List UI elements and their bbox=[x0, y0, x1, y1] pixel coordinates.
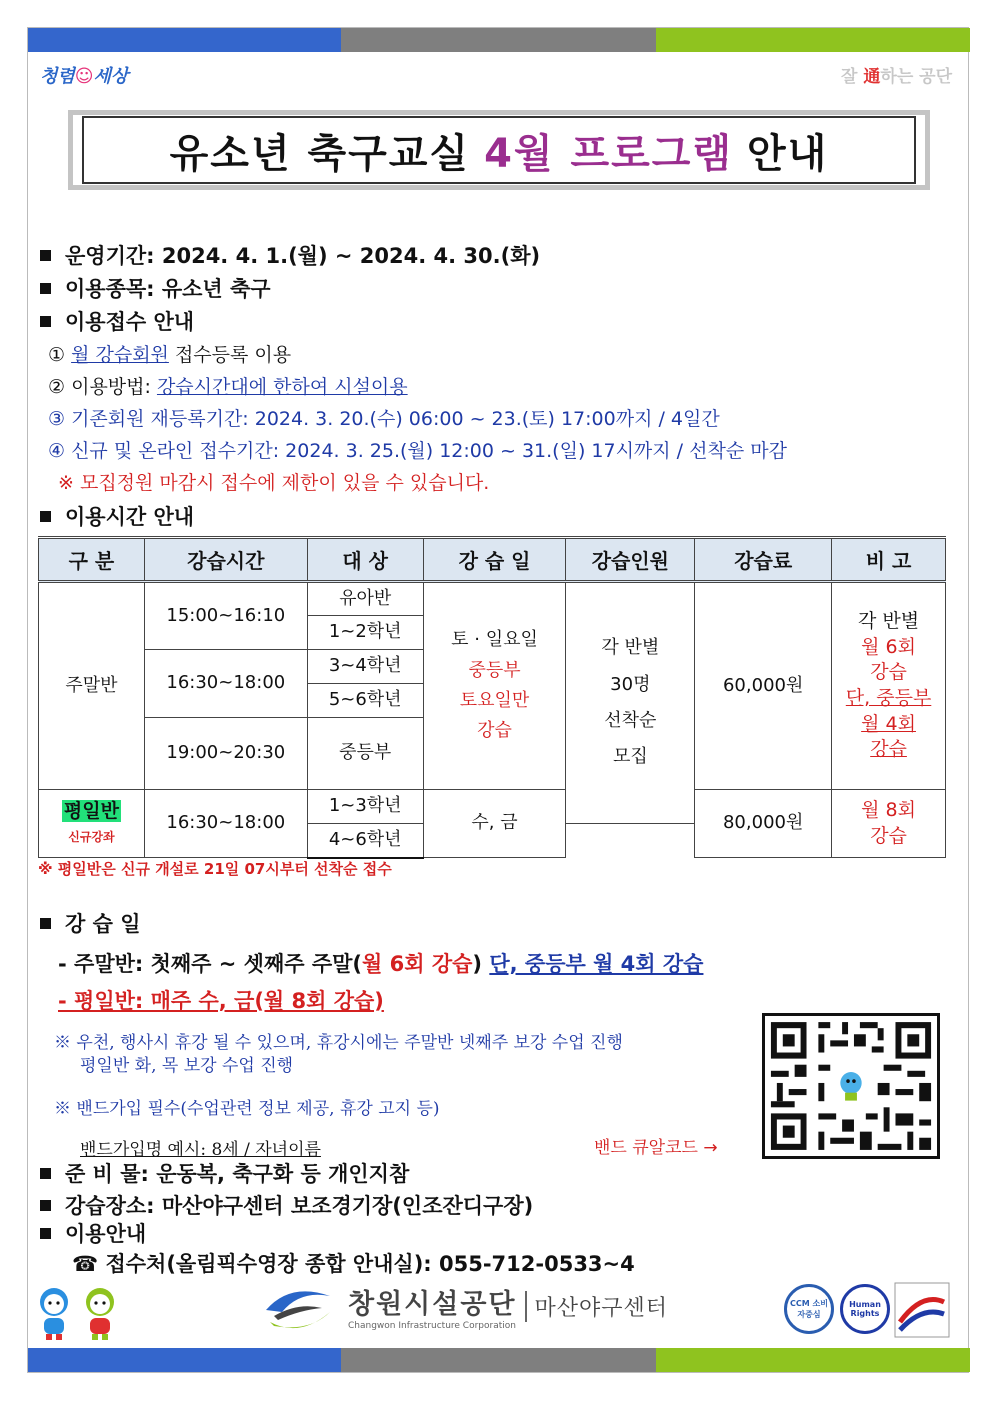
corp-name: 창원시설공단 bbox=[348, 1289, 517, 1320]
reception-title: 이용접수 안내 bbox=[40, 306, 194, 336]
bottom-color-band bbox=[28, 1348, 970, 1372]
grade-cell: 5~6학년 bbox=[307, 684, 423, 718]
guide-line: 이용안내 bbox=[40, 1218, 146, 1248]
integrity-logo: 청렴☺세상 bbox=[40, 66, 129, 87]
capacity-cell: 각 반별 30명 선착순 모집 bbox=[566, 582, 695, 824]
table-row bbox=[39, 582, 946, 616]
mascot-blue-icon bbox=[34, 1284, 74, 1344]
weekend-class-cell: 주말반 bbox=[39, 582, 145, 790]
col-header: 대 상 bbox=[307, 538, 423, 582]
reception-warning: ※ 모집정원 마감시 접수에 제한이 있을 수 있습니다. bbox=[58, 472, 490, 494]
center-name: 마산야구센터 bbox=[525, 1291, 669, 1322]
contact-line: ☎ 접수처(올림픽수영장 종합 안내실): 055-712-0533~4 bbox=[72, 1252, 635, 1276]
table-header-row bbox=[39, 538, 946, 582]
reception-item-4: ④ 신규 및 온라인 접수기간: 2024. 3. 25.(월) 12:00 ~ 31.(일) 17시까지 / 선착순 마감 bbox=[48, 440, 787, 462]
col-header: 구 분 bbox=[39, 538, 145, 582]
grade-cell: 중등부 bbox=[307, 718, 423, 790]
col-header: 강습시간 bbox=[144, 538, 307, 582]
weekend-note-cell: 각 반별 월 6회 강습 단, 중등부 월 4회 강습 bbox=[832, 582, 946, 790]
corp-en-name: Changwon Infrastructure Corporation bbox=[348, 1321, 516, 1331]
time-cell: 16:30~18:00 bbox=[144, 790, 307, 858]
sport-line: 이용종목: 유소년 축구 bbox=[40, 273, 271, 303]
table-note: ※ 평일반은 신규 개설로 21일 07시부터 선착순 접수 bbox=[38, 860, 392, 878]
makeup-note: 평일반 화, 목 보강 수업 진행 bbox=[80, 1056, 294, 1076]
lesson-weekend: - 주말반: 첫째주 ~ 셋째주 주말(월 6회 강습) 단, 중등부 월 4회 강습 bbox=[58, 952, 704, 976]
band-qr-code[interactable] bbox=[762, 1013, 940, 1159]
reception-item-2: ② 이용방법: 강습시간대에 한하여 시설이용 bbox=[48, 376, 408, 398]
footer-logos bbox=[28, 1278, 970, 1348]
grade-cell: 유아반 bbox=[307, 582, 423, 616]
weekday-day-cell: 수, 금 bbox=[423, 790, 566, 858]
band-note: ※ 밴드가입 필수(수업관련 정보 제공, 휴강 고지 등) bbox=[54, 1099, 440, 1119]
monthly-member-link: 월 강습회원 bbox=[71, 344, 169, 366]
rain-note: ※ 우천, 행사시 휴강 될 수 있으며, 휴강시에는 주말반 넷째주 보강 수업 진행 bbox=[54, 1033, 623, 1053]
col-header: 강습인원 bbox=[566, 538, 695, 582]
title-highlight: 4월 프로그램 bbox=[484, 130, 734, 177]
slogan-logo: 잘 通하는 공단 bbox=[841, 67, 952, 87]
col-header: 비 고 bbox=[832, 538, 946, 582]
weekday-class-cell: 평일반 신규강좌 bbox=[39, 790, 145, 858]
title-part1: 유소년 축구교실 bbox=[169, 130, 471, 177]
time-title: 이용시간 안내 bbox=[40, 501, 194, 531]
human-rights-cert-icon: Human Rights bbox=[840, 1284, 890, 1334]
title-part2: 안내 bbox=[747, 130, 829, 177]
weekday-note-cell: 월 8회 강습 bbox=[832, 790, 946, 858]
prep-line: 준 비 물: 운동복, 축구화 등 개인지참 bbox=[40, 1158, 409, 1188]
notice-page bbox=[27, 27, 969, 1373]
grade-cell: 1~3학년 bbox=[307, 790, 423, 824]
grade-cell: 1~2학년 bbox=[307, 616, 423, 650]
mascot-green-icon bbox=[80, 1284, 120, 1344]
time-cell: 15:00~16:10 bbox=[144, 582, 307, 650]
table-row bbox=[39, 790, 946, 824]
award-badge-icon bbox=[894, 1282, 950, 1338]
lesson-weekday: - 평일반: 매주 수, 금(월 8회 강습) bbox=[58, 989, 384, 1013]
weekend-day-cell: 토 · 일요일 중등부 토요일만 강습 bbox=[423, 582, 566, 790]
lesson-title: 강 습 일 bbox=[40, 908, 140, 938]
col-header: 강습료 bbox=[695, 538, 832, 582]
reception-item-3: ③ 기존회원 재등록기간: 2024. 3. 20.(수) 06:00 ~ 23.(토) 17:00까지 / 4일간 bbox=[48, 408, 720, 430]
time-cell: 16:30~18:00 bbox=[144, 650, 307, 718]
weekday-fee-cell: 80,000원 bbox=[695, 790, 832, 858]
qr-label: 밴드 큐알코드 → bbox=[594, 1138, 718, 1158]
reception-item-1: ① 월 강습회원 접수등록 이용 bbox=[48, 344, 292, 366]
page-title bbox=[68, 110, 930, 190]
period-line: 운영기간: 2024. 4. 1.(월) ~ 2024. 4. 30.(화) bbox=[40, 240, 540, 270]
top-color-band bbox=[28, 28, 970, 52]
place-line: 강습장소: 마산야구센터 보조경기장(인조잔디구장) bbox=[40, 1190, 533, 1220]
grade-cell: 4~6학년 bbox=[307, 824, 423, 858]
band-example: 밴드가입명 예시: 8세 / 자녀이름 bbox=[80, 1140, 321, 1160]
ccm-cert-icon: CCM 소비자중심 bbox=[784, 1284, 834, 1334]
col-header: 강 습 일 bbox=[423, 538, 566, 582]
corp-logo bbox=[348, 1282, 668, 1331]
grade-cell: 3~4학년 bbox=[307, 650, 423, 684]
time-cell: 19:00~20:30 bbox=[144, 718, 307, 790]
schedule-table bbox=[38, 536, 946, 859]
weekend-fee-cell: 60,000원 bbox=[695, 582, 832, 790]
corp-emblem-icon bbox=[260, 1282, 336, 1342]
